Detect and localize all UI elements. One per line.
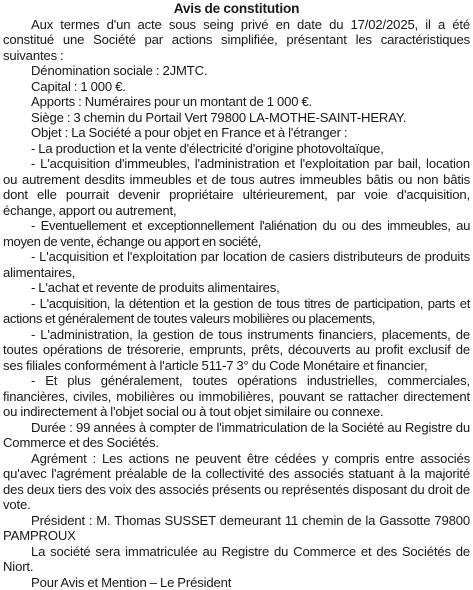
approval-paragraph: Agrément : Les actions ne peuvent être cédées y compris entre associés qu'avec l'agrément préalable de la collectivité des associés statuant à la majorité des deux tiers des voix des associés présents ou représentés disposant du droit de vote. [3,451,470,513]
closing-signature: Pour Avis et Mention – Le Président [3,575,470,590]
purpose-heading: Objet : La Société a pour objet en France et à l'étranger : [3,125,470,141]
purpose-item: - L'acquisition, la détention et la gestion de tous titres de participation, parts et actions et généralement de toutes valeurs mobilières ou placements, [3,296,470,327]
purpose-item: - L'acquisition d'immeubles, l'administration et l'exploitation par bail, location ou autrement desdits immeubles et de tous autres immeubles bâtis ou non bâtis dont elle pourrait devenir propriétaire ultérieurement, par voie d'acquisition, échange, apport ou autrement, [3,156,470,218]
company-name-line: Dénomination sociale : 2JMTC. [3,63,470,79]
purpose-item: - L'administration, la gestion de tous instruments financiers, placements, de toutes opérations de trésorerie, emprunts, prêts, découverts au profit exclusif de ses filiales conformément à l'article 511-7 3° du Code Monétaire et financier, [3,327,470,374]
intro-paragraph: Aux termes d'un acte sous seing privé en date du 17/02/2025, il a été constitué une Société par actions simplifiée, présentant les caractéristiques suivantes : [3,17,470,64]
purpose-item: - Et plus généralement, toutes opérations industrielles, commerciales, financières, civiles, mobilières ou immobilières, pouvant se rattacher directement ou indirectement à l'objet social ou à tout objet similaire ou connexe. [3,373,470,420]
duration-paragraph: Durée : 99 années à compter de l'immatriculation de la Société au Registre du Commerce et des Sociétés. [3,420,470,451]
purpose-item: - L'achat et revente de produits alimentaires, [3,280,470,296]
president-paragraph: Président : M. Thomas SUSSET demeurant 11 chemin de la Gassotte 79800 PAMPROUX [3,513,470,544]
purpose-item: - La production et la vente d'électricité d'origine photovoltaïque, [3,141,470,157]
purpose-item: - L'acquisition et l'exploitation par location de casiers distributeurs de produits alimentaires, [3,249,470,280]
notice-title: Avis de constitution [3,1,470,17]
capital-line: Capital : 1 000 €. [3,79,470,95]
contributions-line: Apports : Numéraires pour un montant de 1 000 €. [3,94,470,110]
purpose-item: - Eventuellement et exceptionnellement l'aliénation du ou des immeubles, au moyen de vente, échange ou apport en société, [3,218,470,249]
head-office-line: Siège : 3 chemin du Portail Vert 79800 LA-MOTHE-SAINT-HERAY. [3,110,470,126]
registration-paragraph: La société sera immatriculée au Registre du Commerce et des Sociétés de Niort. [3,544,470,575]
